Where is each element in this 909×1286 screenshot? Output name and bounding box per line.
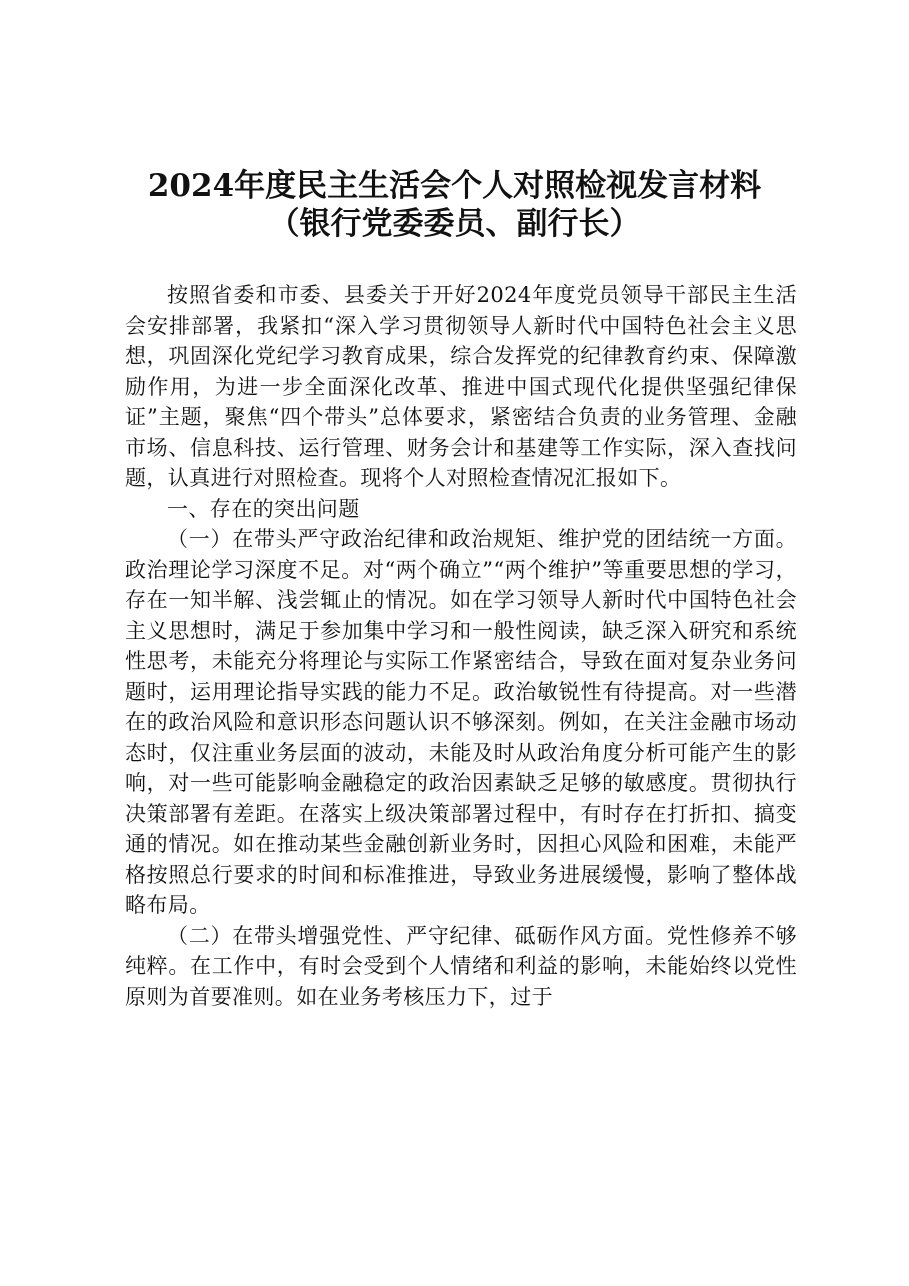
- subsection-1-body: 政治理论学习深度不足。对“两个确立”“两个维护”等重要思想的学习，存在一知半解、浅尝辄止的情况。如在学习领导人新时代中国特色社会主义思想时，满足于参加集中学习和一般性阅读，缺乏深入研究和系统性思考，未能充分将理论与实际工作紧密结合，导致在面对复杂业务问题时，运用理论指导实践的能力不足。政治敏锐性有待提高。对一些潜在的政治风险和意识形态问题认识不够深刻。例如，在关注金融市场动态时，仅注重业务层面的波动，未能及时从政治角度分析可能产生的影响，对一些可能影响金融稳定的政治因素缺乏足够的敏感度。贯彻执行决策部署有差距。在落实上级决策部署过程中，有时存在打折扣、搞变通的情况。如在推动某些金融创新业务时，因担心风险和困难，未能严格按照总行要求的时间和标准推进，导致业务进展缓慢，影响了整体战略布局。: [125, 557, 797, 917]
- subsection-2-body: 党性修养不够纯粹。在工作中，有时会受到个人情绪和利益的影响，未能始终以党性原则为首要准则。如在业务考核压力下，过于: [125, 923, 797, 1009]
- document-title: 2024年度民主生活会个人对照检视发言材料: [147, 168, 762, 204]
- subsection-2-heading: （二）在带头增强党性、严守纪律、砥砺作风方面。: [167, 923, 667, 948]
- document-subtitle: （银行党委委员、副行长）: [268, 206, 641, 242]
- section-heading-problems: 一、存在的突出问题: [167, 496, 360, 521]
- document-body: [125, 280, 797, 1012]
- intro-paragraph: 按照省委和市委、县委关于开好2024年度党员领导干部民主生活会安排部署，我紧扣“深入学习贯彻领导人新时代中国特色社会主义思想，巩固深化党纪学习教育成果，综合发挥党的纪律教育约束、保障激励作用，为进一步全面深化改革、推进中国式现代化提供坚强纪律保证”主题，聚焦“四个带头”总体要求，紧密结合负责的业务管理、金融市场、信息科技、运行管理、财务会计和基建等工作实际，深入查找问题，认真进行对照检查。现将个人对照检查情况汇报如下。: [125, 283, 797, 490]
- subsection-2-paragraph: [125, 921, 797, 1013]
- subsection-1-heading: （一）在带头严守政治纪律和政治规矩、维护党的团结统一方面。: [167, 527, 797, 551]
- subsection-1-paragraph: [125, 524, 797, 921]
